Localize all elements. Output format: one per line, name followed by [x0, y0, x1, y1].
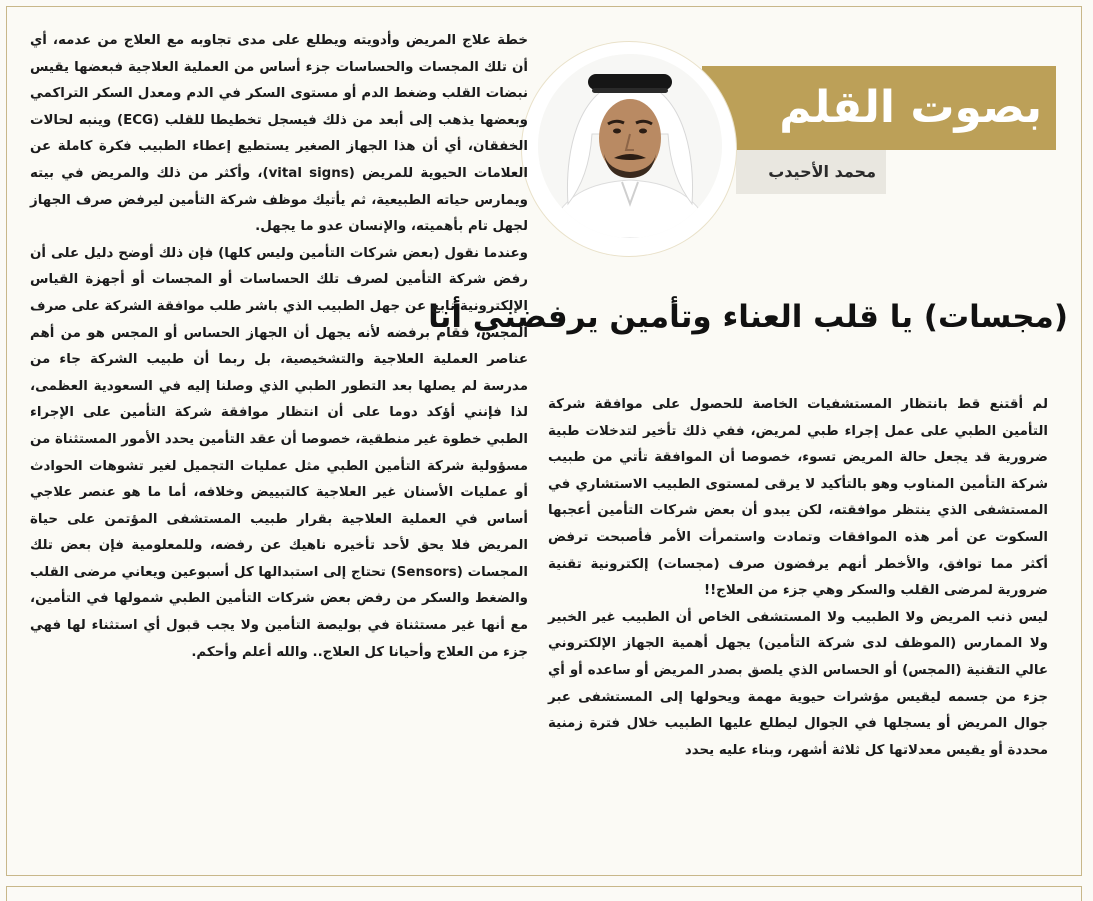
body-paragraph: ليس ذنب المريض ولا الطبيب ولا المستشفى الخاص أن الطبيب غير الخبير ولا الممارس (الموظف لدى شركة التأمين) يجهل أهمية الجهاز الإلكتروني عالي التقنية (المجس) أو الحساس الذي يلصق بصدر المريض أو ساعده أو أي جزء من جسمه ليقيس مؤشرات حيوية مهمة ويحولها إلى المستشفى عبر جوال المريض أو يسجلها في الجوال ليطلع عليها الطبيب خلال فترة زمنية محددة أو يقيس معدلاتها كل ثلاثة أشهر، وبناء عليه يحدد	[548, 609, 1048, 758]
article-headline: (مجسات) يا قلب العناء وتأمين يرفضني أنا	[428, 299, 1068, 335]
author-name: محمد الأحيدب	[768, 162, 876, 181]
body-paragraph: لم أقتنع قط بانتظار المستشفيات الخاصة للحصول على موافقة شركة التأمين الطبي على عمل إجراء طبي لمريض، ففي ذلك تأخير لتدخلات طبية ضرورية قد يجعل حالة المريض تسوء، خصوصا أن الموافقة تأتي من طبيب شركة التأمين المناوب وهو بالتأكيد لا يرقى لمستوى الطبيب الاستشاري في المستشفى الذي ينتظر موافقته، لكن يبدو أن بعض شركات التأمين أعجبها السكوت عن أمر هذه الموافقات وتمادت واستمرأت الأمر فأصبحت ترفض أكثر مما توافق، والأخطر أنهم يرفضون صرف (مجسات) إلكترونية تقنية ضرورية لمرضى القلب والسكر وهي جزء من العلاج!!	[548, 397, 1048, 599]
column-title: بصوت القلم	[779, 82, 1042, 133]
article-body-right	[548, 392, 1048, 872]
body-paragraph: وعندما نقول (بعض شركات التأمين وليس كلها) فإن ذلك أوضح دليل على أن رفض شركة التأمين لصرف تلك الحساسات أو المجسات أو أجهزة القياس الإلكترونية نابع عن جهل الطبيب الذي باشر طلب موافقة الشركة على صرف المجس، فقام برفضه لأنه يجهل أن الجهاز الحساس أو المجس هو من أهم عناصر العملية العلاجية والتشخيصية، بل ربما أن طبيب الشركة جاء من مدرسة لم يصلها بعد التطور الطبي الذي وصلنا إليه في السعودية العظمى، لذا فإنني أؤكد دوما على أن انتظار موافقة شركة التأمين على الإجراء الطبي خطوة غير منطقية، خصوصا أن عقد التأمين يحدد الأمور المستثناة من مسؤولية شركة التأمين الطبي مثل عمليات التجميل لغير تشوهات الحوادث أو عمليات الأسنان غير العلاجية كالتبييض وخلافه، أما ما هو عنصر علاجي أساس في العملية العلاجية بقرار طبيب المستشفى المؤتمن على حياة المريض فلا يحق لأحد تأخيره ناهيك عن رفضه، وللمعلومية فإن بعض تلك المجسات (Sensors) تحتاج إلى استبدالها كل أسبوعين ويعاني مرضى القلب والضغط والسكر من رفض بعض شركات التأمين الطبي شمولها في التأمين، مع أنها غير مستثناة في بوليصة التأمين ولا يجب قبول أي استثناء لها فهي جزء من العلاج وأحيانا كل العلاج.. والله أعلم وأحكم.	[30, 245, 528, 660]
next-article-border	[6, 886, 1082, 901]
article-body-left	[30, 28, 528, 868]
body-paragraph: خطة علاج المريض وأدويته ويطلع على مدى تجاوبه مع العلاج من عدمه، أي أن تلك المجسات والحساسات جزء أساس من العملية العلاجية فبعضها يقيس نبضات القلب وضغط الدم أو مستوى السكر في الدم ومعدل السكر التراكمي وبعضها يذهب إلى أبعد من ذلك فيسجل تخطيطا للقلب (ECG) وينبه لحالات الخفقان، أي أن هذا الجهاز الصغير يستطيع إعطاء الطبيب فكرة كاملة عن العلامات الحيوية للمريض (vital signs)، وأكثر من ذلك والمريض في بيته ويمارس حياته الطبيعية، ثم يأتيك موظف شركة التأمين ليرفض صرف الجهاز لجهل تام بأهميته، والإنسان عدو ما يجهل.	[30, 33, 528, 235]
author-portrait	[538, 54, 722, 238]
portrait-icon	[538, 54, 722, 238]
